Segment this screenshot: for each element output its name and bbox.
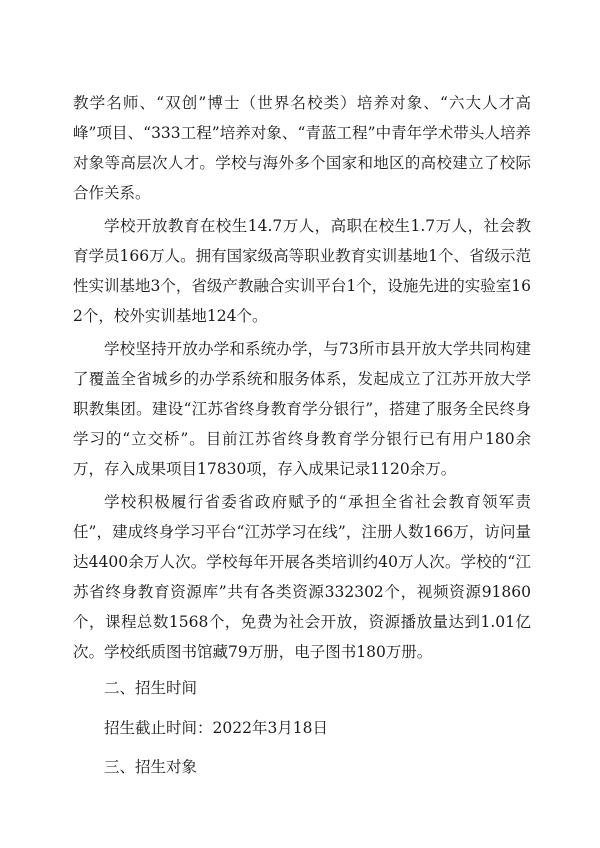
paragraph-talent-continuation: 教学名师、“双创”博士（世界名校类）培养对象、“六大人才高峰”项目、“333工程”培养对象、“青蓝工程”中青年学术带头人培养对象等高层次人才。学校与海外多个国家和地区的高校建立了校际合作关系。	[73, 94, 531, 202]
paragraph-open-education-system: 学校坚持开放办学和系统办学，与73所市县开放大学共同构建了覆盖全省城乡的办学系统和服务体系，发起成立了江苏开放大学职教集团。建设“江苏省终身教育学分银行”，搭建了服务全民终身学习的“立交桥”。目前江苏省终身教育学分银行已有用户180余万，存入成果项目17830项，存入成果记录1120余万。	[73, 340, 531, 478]
document-body	[73, 88, 531, 792]
section-heading-enrollment-time: 二、招生时间	[104, 679, 198, 697]
enrollment-deadline: 招生截止时间：2022年3月18日	[104, 719, 329, 737]
section-heading-enrollment-target: 三、招生对象	[104, 758, 198, 776]
paragraph-enrollment-scale: 学校开放教育在校生14.7万人，高职在校生1.7万人，社会教育学员166万人。拥有国家级高等职业教育实训基地1个、省级示范性实训基地3个，省级产教融合实训平台1个，设施先进的实验室162个，校外实训基地124个。	[73, 217, 531, 325]
paragraph-lifelong-learning: 学校积极履行省委省政府赋予的“承担全省社会教育领军责任”，建成终身学习平台“江苏学习在线”，注册人数166万，访问量达4400余万人次。学校每年开展各类培训约40万人次。学校的“江苏省终身教育资源库”共有各类资源332302个，视频资源91860个，课程总数1568个，免费为社会开放，资源播放量达到1.01亿次。学校纸质图书馆藏79万册，电子图书180万册。	[73, 493, 531, 661]
